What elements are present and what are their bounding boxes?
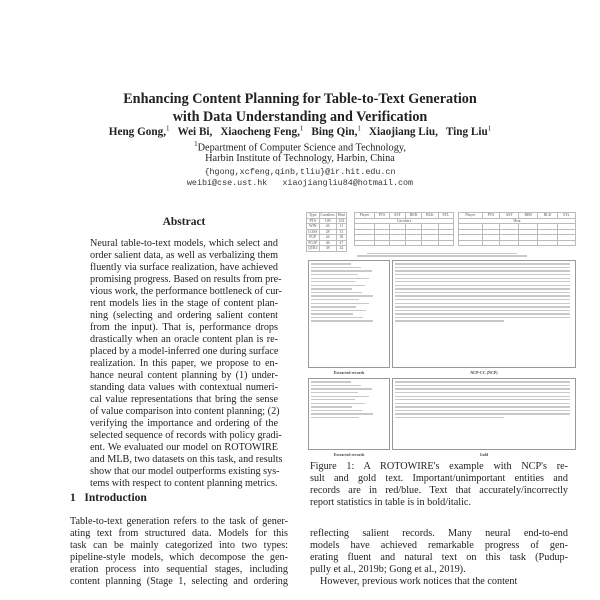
text-placeholder-line [311, 306, 356, 307]
text-placeholder-line [395, 317, 570, 318]
text-placeholder-line [311, 417, 359, 418]
table-cell: 38 [319, 246, 336, 252]
table-legend [306, 252, 578, 258]
text-placeholder-line [311, 278, 369, 279]
author-name: Wei Bi, [177, 125, 213, 138]
text-placeholder-line [311, 410, 362, 411]
text-line: Neural table-to-text models, which select and [90, 238, 278, 249]
text-placeholder-line [311, 399, 355, 400]
paper-title [0, 90, 600, 126]
text-placeholder-line [395, 417, 504, 418]
text-line: Table-to-text generation refers to the task of gener- [70, 516, 288, 527]
text-placeholder-line [311, 303, 369, 304]
ncp-text-box [392, 260, 576, 368]
text-placeholder-line [395, 278, 570, 279]
table-header: AST [500, 213, 519, 219]
author-name: Bing Qin,$^1$ [311, 124, 361, 138]
text-placeholder-line [311, 274, 358, 275]
text-line: placed by a model-inferred one during surface [90, 346, 279, 357]
email-line-1: {hgong,xcfeng,qinb,tliu}@ir.hit.edu.cn [204, 167, 396, 177]
text-line: rent models lies in the stage of content plan- [90, 298, 278, 309]
text-line: content planning (Stage 1, selecting and ordering [70, 576, 288, 587]
text-line: ating text from structured data. Models for this [70, 528, 288, 539]
text-placeholder-line [395, 410, 570, 411]
table-row [307, 224, 347, 230]
text-line: Figure 1: A ROTOWIRE's example with NCP's re- [310, 461, 568, 472]
subfigure-label: Extracted records [333, 370, 365, 375]
text-line: eration process into sequential stages, including [70, 564, 288, 575]
table-cell: WIN [307, 224, 320, 230]
introduction-body [70, 516, 288, 588]
table-cell: 28 [319, 229, 336, 235]
text-line: cal value representations that bring the sense [90, 394, 278, 405]
text-placeholder-line [311, 292, 362, 293]
table-cell: 109 [319, 218, 336, 224]
figure-1 [306, 212, 578, 458]
text-placeholder-line [395, 274, 570, 275]
gold-text-box [392, 378, 576, 450]
text-line: and MLB, two datasets on this task, and results [90, 454, 283, 465]
table-header: Heat [337, 213, 346, 218]
table-header: Cavaliers [320, 213, 335, 218]
text-line: selected sequence of records with policy gradi- [90, 430, 282, 441]
text-placeholder-line [395, 320, 504, 321]
table-cell: FGP [307, 235, 320, 241]
text-line: fluently via surface realization, have achieved [90, 262, 278, 273]
extracted-records-box-2 [308, 378, 390, 450]
table-header: Player [459, 213, 483, 219]
text-placeholder-line [311, 288, 352, 289]
table-header: BLK [422, 213, 439, 219]
table-header: AST [389, 213, 405, 219]
text-line: models have achieved remarkable progress of gen- [310, 540, 568, 551]
team-table [306, 212, 347, 252]
text-placeholder-line [311, 385, 361, 386]
text-placeholder-line [311, 285, 365, 286]
text-placeholder-line [395, 281, 570, 282]
text-placeholder-line [395, 285, 570, 286]
subfigure-label: Gold [479, 452, 489, 457]
table-header: BLK [538, 213, 558, 219]
text-placeholder-line [395, 299, 570, 300]
text-placeholder-line [311, 310, 366, 311]
text-line: erating fluent and natural text on this task (Pudup- [310, 552, 568, 563]
table-cell: PTS [307, 218, 320, 224]
text-line: show that our model outperforms existing sys- [90, 466, 280, 477]
title-line: with Data Understanding and Verification [172, 109, 428, 125]
table-header: STL [438, 213, 453, 219]
text-line: tems with respect to content planning metrics. [90, 478, 278, 489]
table-cell: 26 [319, 224, 336, 230]
text-placeholder-line [395, 292, 570, 293]
section-heading-introduction: 1 Introduction [70, 492, 147, 504]
text-placeholder-line [311, 295, 373, 296]
text-placeholder-line [395, 399, 570, 400]
table-row [307, 246, 347, 252]
abstract-body [90, 238, 283, 490]
table-cell: 24 [336, 246, 346, 252]
table-cell: 44 [319, 235, 336, 241]
title-line: Enhancing Content Planning for Table-to-Text Generation [123, 91, 477, 107]
text-placeholder-line [311, 388, 372, 389]
text-placeholder-line [311, 406, 352, 407]
text-line: However, previous work notices that the content [320, 576, 518, 587]
table-cell: FG3P [308, 240, 318, 245]
team-name: Heat [459, 218, 576, 224]
text-placeholder-line [311, 381, 351, 382]
table-row [459, 240, 576, 246]
text-placeholder-line [311, 263, 351, 264]
text-placeholder-line [395, 403, 570, 404]
table-row [307, 218, 347, 224]
text-line: order salient data, as well as verbalizing them [90, 250, 278, 261]
figure-caption [310, 461, 568, 509]
text-placeholder-line [395, 396, 570, 397]
text-placeholder-line [311, 413, 373, 414]
table-header: Type [307, 213, 320, 219]
text-line: ning (selecting and ordering salient content [90, 310, 278, 321]
author-name: Ting Liu$^1$ [445, 124, 492, 138]
table-cell: LOSS [308, 229, 318, 234]
text-line: reflecting salient records. Many neural end-to-end [310, 528, 568, 539]
text-placeholder-line [395, 388, 570, 389]
text-placeholder-line [311, 281, 355, 282]
subfigure-label: NCP-CC (NCP) [470, 370, 498, 375]
text-line: of value comparison into content planning; (2) [90, 406, 280, 417]
affiliation-line-2: Harbin Institute of Technology, Harbin, China [205, 153, 395, 164]
text-line: ent. We evaluated our model on ROTOWIRE [90, 442, 278, 453]
subfigure-label: Extracted records [333, 452, 365, 457]
extracted-records-box-1 [308, 260, 390, 368]
table-cell: 46 [319, 240, 336, 246]
text-placeholder-line [311, 403, 365, 404]
affiliation-line-1: $^1$Department of Computer Science and Technology, [194, 140, 406, 154]
text-placeholder-line [311, 299, 359, 300]
text-line: report statistics in table is in bold/italic. [310, 497, 471, 508]
table-row [307, 229, 347, 235]
author-name: Xiaojiang Liu, [368, 125, 438, 138]
table-header: STL [557, 213, 575, 219]
text-placeholder-line [311, 270, 372, 271]
table-cell: 102 [336, 218, 346, 224]
text-line: promising progress. Based on results from pre- [90, 274, 282, 285]
text-placeholder-line [395, 310, 570, 311]
table-header: PTS [482, 213, 500, 219]
table-cell: 47 [336, 240, 346, 246]
text-placeholder-line [311, 396, 369, 397]
text-placeholder-line [311, 320, 373, 321]
text-placeholder-line [395, 263, 570, 264]
text-placeholder-line [395, 385, 570, 386]
text-placeholder-line [395, 306, 570, 307]
text-line: standing data values with contextual numeri- [90, 382, 278, 393]
text-placeholder-line [395, 295, 570, 296]
team-name: Cavaliers [355, 218, 454, 224]
text-placeholder-line [311, 317, 363, 318]
author-list [0, 124, 600, 138]
author-name: Xiaocheng Feng,$^1$ [220, 124, 304, 138]
text-line: sult and gold text. Important/unimportant entities and [310, 473, 568, 484]
text-line: hance neural content planning by (1) under- [90, 370, 278, 381]
text-line: from the input). That is, performance drops [90, 322, 278, 333]
player-table-2 [458, 212, 576, 246]
table-row [307, 240, 347, 246]
table-header: REB [519, 213, 538, 219]
text-placeholder-line [395, 381, 570, 382]
table-cell: 11 [336, 224, 346, 230]
text-line: realization. In this paper, we propose to en- [90, 358, 278, 369]
table-cell: QTR4 [308, 246, 318, 251]
text-line: vious work, the performance bottleneck of cur- [90, 286, 282, 297]
text-line: task can be mainly categorized into two types: [70, 540, 288, 551]
text-placeholder-line [395, 313, 570, 314]
text-line: verifying the importance and ordering of the [90, 418, 278, 429]
text-line: pully et al., 2019b; Gong et al., 2019). [310, 564, 466, 575]
table-cell: 38 [336, 235, 346, 241]
player-table-1 [354, 212, 454, 246]
author-name: Heng Gong,$^1$ [108, 124, 170, 138]
text-line: records are in red/blue. Text that accurately/incorrectly [310, 485, 568, 496]
text-placeholder-line [395, 392, 570, 393]
text-placeholder-line [311, 392, 358, 393]
table-header: Player [355, 213, 375, 219]
text-placeholder-line [395, 288, 570, 289]
email-line-2: weibi@cse.ust.hk xiaojiangliu84@hotmail.com [186, 178, 414, 188]
abstract-heading: Abstract [162, 216, 206, 228]
text-line: pipeline-style models, which decompose the gen- [70, 552, 288, 563]
table-row [355, 240, 454, 246]
table-row [307, 235, 347, 241]
right-column-body [310, 528, 568, 588]
text-placeholder-line [311, 313, 353, 314]
text-placeholder-line [395, 303, 570, 304]
text-placeholder-line [395, 413, 570, 414]
table-cell: 31 [336, 229, 346, 235]
text-placeholder-line [395, 406, 570, 407]
text-line: drastically when an oracle content plan is re- [90, 334, 278, 345]
text-placeholder-line [311, 267, 361, 268]
text-placeholder-line [395, 270, 570, 271]
table-header: REB [405, 213, 421, 219]
text-placeholder-line [395, 267, 570, 268]
table-header: PTS [374, 213, 389, 219]
